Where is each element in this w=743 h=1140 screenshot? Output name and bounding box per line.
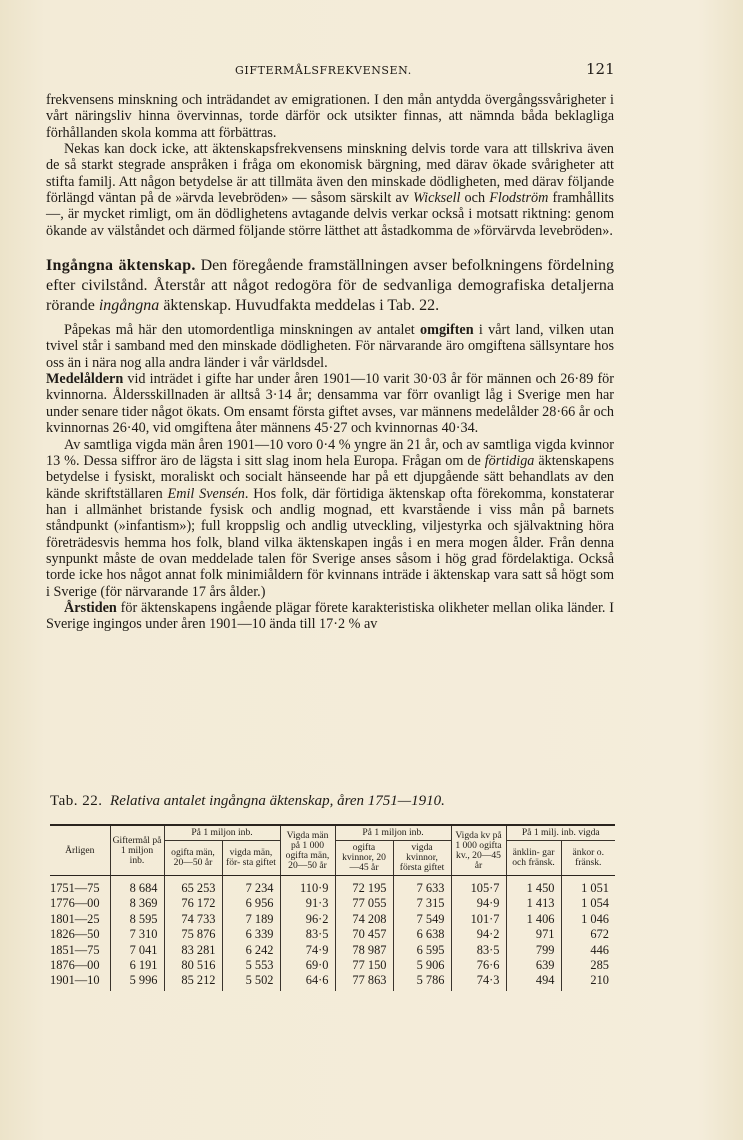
paragraph: Nekas kan dock icke, att äktenskapsfrekvensens minskning delvis torde vara att tillskriva även de så starkt stegrade anspråken i fråga om ekonomisk bärgning, med därav ökade svårigheter att stifta familj. Att någon betydelse är att tillmäta även den minskade dödligheten, med därav följande förlängd väntan på de »ärvda levebröden» — såsom särskilt av Wicksell och Flodström framhållits —, är mycket rimligt, om än dödlighetens avtagande delvis verkar också i motsatt riktning: genom ökande av välståndet och därmed följande större lätthet att åstadkomma de »förvärvda levebröden».	[46, 141, 614, 239]
marriage-table	[50, 824, 615, 991]
table-caption: Relativa antalet ingångna äktenskap, åren 1751—1910.	[110, 793, 445, 809]
header-group-kvinnor: På 1 miljon inb.	[335, 825, 451, 841]
paragraph-heading: Årstiden	[64, 599, 117, 616]
header-anklingar: änklin- gar och fränsk.	[506, 841, 561, 876]
paragraph: frekvensens minskning och inträdandet av emigrationen. I den mån antydda övergångssvårigheter i vårt näringsliv hinna övervinnas, torde därför ock utsikter finnas, att nämnda båda beklagliga förhållanden skola komma att förbättras.	[46, 92, 614, 141]
header-vigda-kvinnor-forsta: vigda kvinnor, första giftet	[393, 841, 451, 876]
table-title	[50, 793, 620, 810]
emphasis: ingångna	[98, 297, 160, 315]
table-row: 1851—75 7 041 83 281 6 242 74·9 78 987 6 595 83·5 799 446	[50, 943, 615, 958]
paragraph: Av samtliga vigda män åren 1901—10 voro 0·4 % yngre än 21 år, och av samtliga vigda kvinnor 13 %. Dessa siffror äro de lägsta i sitt slag inom hela Europa. Frågan om de förtidiga äktenskapens betydelse i fysiskt, moraliskt och socialt hänseende har på ett djupgående sätt behandlats av den kände skriftställaren Emil Svensén. Hos folk, där förtidiga äktenskap ofta förekomma, konstaterar han i allmänhet bristande fysisk och andlig mognad, ett kvarstående i viss mån på barnets ståndpunkt (»infantism»); full kroppslig och andlig utveckling, viljestyrka och självaktning höra företrädesvis hemma hos folk, bland vilka äktenskapen ingås i en mera mogen ålder. Från denna synpunkt måste de ovan meddelade talen för Sverige anses såsom i hög grad fördelaktiga. Också torde icke hos något annat folk minimiåldern för kvinnans inträde i äktenskap vara satt så högt som i Sverige (för närvarande 17 års ålder.)	[46, 436, 614, 600]
table-row: 1751—75 8 684 65 253 7 234 110·9 72 195 7 633 105·7 1 450 1 051	[50, 876, 615, 897]
paragraph: Medelåldern vid inträdet i gifte har under åren 1901—10 varit 30·03 år för männen och 26·89 för kvinnorna. Åldersskillnaden är alltså 3·14 år; densamma var förr ovanligt låg i Sverige men har under senare tider något ökats. Om ensamt första giftet avses, var männens medelålder 28·66 år och kvinnornas 26·40, vid omgiftena åter männens 45·27 och kvinnornas 40·34.	[46, 371, 614, 437]
header-group-man: På 1 miljon inb.	[164, 825, 280, 841]
table-row: 1876—00 6 191 80 516 5 553 69·0 77 150 5 906 76·6 639 285	[50, 958, 615, 973]
emphasis: förtidiga	[484, 452, 535, 469]
table-label: Tab. 22.	[50, 793, 103, 809]
header-ogifta-man: ogifta män, 20—50 år	[164, 841, 222, 876]
header-vigda-man: Vigda män på 1 000 ogifta män, 20—50 år	[280, 825, 335, 876]
header-arligen: Årligen	[50, 825, 110, 876]
table-body	[50, 876, 615, 991]
table-row: 1776—00 8 369 76 172 6 956 91·3 77 055 7 315 94·9 1 413 1 054	[50, 896, 615, 911]
header-group-omgifte: På 1 milj. inb. vigda	[506, 825, 615, 841]
page-number: 121	[586, 60, 615, 78]
author-name: Wicksell	[413, 190, 461, 207]
author-name: Emil Svensén	[167, 485, 245, 502]
paragraph: Påpekas må här den utomordentliga minskningen av antalet omgiften i vårt land, vilken utan tvivel står i samband med den minskade dödligheten. För närvarande äro omgiftena sällsyntare hos oss än i nära nog alla andra länder i vår världsdel.	[46, 322, 614, 371]
header-ankor: änkor o. fränsk.	[561, 841, 615, 876]
running-title: GIFTERMÅLSFREKVENSEN.	[235, 64, 412, 77]
table-row: 1826—50 7 310 75 876 6 339 83·5 70 457 6 638 94·2 971 672	[50, 927, 615, 942]
emphasis: omgiften	[420, 322, 474, 339]
header-ogifta-kvinnor: ogifta kvinnor, 20—45 år	[335, 841, 393, 876]
page-header	[0, 60, 743, 80]
header-vigda-man-forsta: vigda män, för- sta giftet	[222, 841, 280, 876]
body-text	[46, 92, 614, 633]
header-vigda-kv: Vigda kv på 1 000 ogifta kv., 20—45 år	[451, 825, 506, 876]
author-name: Flodström	[489, 190, 549, 207]
section-heading: Ingångna äktenskap.	[46, 257, 196, 275]
paragraph-heading: Medelåldern	[46, 371, 124, 388]
paragraph: Årstiden för äktenskapens ingående plägar förete karakteristiska olikheter mellan olika länder. I Sverige ingingos under åren 1901—10 ända till 17·2 % av	[46, 599, 614, 633]
table-row: 1901—10 5 996 85 212 5 502 64·6 77 863 5 786 74·3 494 210	[50, 973, 615, 990]
section-paragraph: Ingångna äktenskap. Den föregående framställningen avser befolkningens fördelning efter civilstånd. Återstår att något redogöra för de sedvanliga demografiska detaljerna rörande ingångna äktenskap. Huvudfakta meddelas i Tab. 22.	[46, 257, 615, 315]
header-giftermal: Giftermål på 1 miljon inb.	[110, 825, 164, 876]
table-row: 1801—25 8 595 74 733 7 189 96·2 74 208 7 549 101·7 1 406 1 046	[50, 912, 615, 927]
